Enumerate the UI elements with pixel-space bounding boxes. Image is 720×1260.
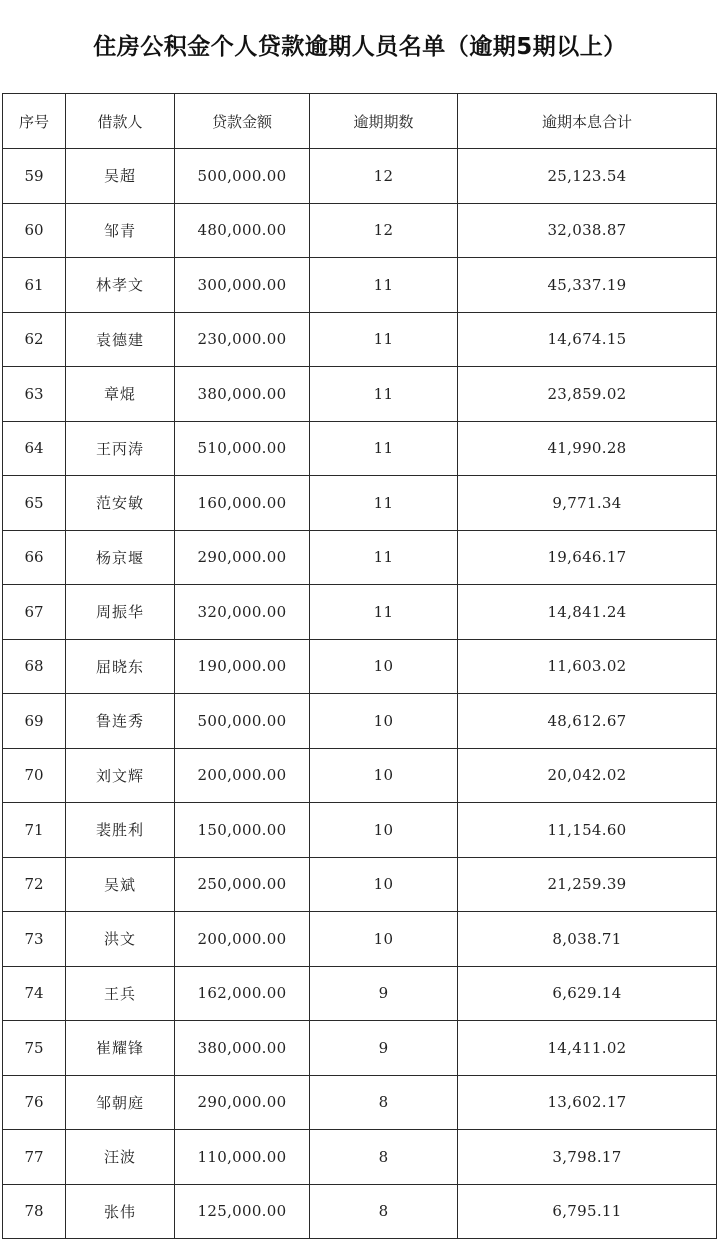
cell-overdue-total: 23,859.02 bbox=[458, 367, 717, 422]
cell-overdue-total: 25,123.54 bbox=[458, 149, 717, 204]
table-row bbox=[3, 1075, 717, 1130]
table-row bbox=[3, 1021, 717, 1076]
table-row bbox=[3, 694, 717, 749]
cell-borrower: 刘文辉 bbox=[66, 748, 175, 803]
cell-loan-amount: 200,000.00 bbox=[175, 912, 310, 967]
cell-seq: 74 bbox=[3, 966, 66, 1021]
table-row bbox=[3, 1184, 717, 1239]
cell-overdue-periods: 10 bbox=[310, 803, 458, 858]
table-row bbox=[3, 912, 717, 967]
cell-borrower: 汪波 bbox=[66, 1130, 175, 1185]
cell-loan-amount: 230,000.00 bbox=[175, 312, 310, 367]
table-row bbox=[3, 367, 717, 422]
cell-borrower: 袁德建 bbox=[66, 312, 175, 367]
cell-overdue-periods: 11 bbox=[310, 312, 458, 367]
cell-loan-amount: 300,000.00 bbox=[175, 258, 310, 313]
cell-overdue-total: 3,798.17 bbox=[458, 1130, 717, 1185]
cell-overdue-total: 14,411.02 bbox=[458, 1021, 717, 1076]
cell-overdue-total: 19,646.17 bbox=[458, 530, 717, 585]
cell-overdue-total: 6,795.11 bbox=[458, 1184, 717, 1239]
cell-borrower: 吴斌 bbox=[66, 857, 175, 912]
cell-overdue-periods: 10 bbox=[310, 748, 458, 803]
cell-overdue-periods: 11 bbox=[310, 585, 458, 640]
cell-seq: 69 bbox=[3, 694, 66, 749]
cell-overdue-periods: 9 bbox=[310, 1021, 458, 1076]
table-row bbox=[3, 1130, 717, 1185]
cell-loan-amount: 290,000.00 bbox=[175, 530, 310, 585]
table-row bbox=[3, 639, 717, 694]
cell-loan-amount: 190,000.00 bbox=[175, 639, 310, 694]
cell-borrower: 鲁连秀 bbox=[66, 694, 175, 749]
cell-overdue-periods: 11 bbox=[310, 367, 458, 422]
column-header-borrower: 借款人 bbox=[66, 94, 175, 149]
cell-borrower: 裴胜利 bbox=[66, 803, 175, 858]
cell-overdue-total: 9,771.34 bbox=[458, 476, 717, 531]
cell-loan-amount: 510,000.00 bbox=[175, 421, 310, 476]
cell-seq: 60 bbox=[3, 203, 66, 258]
column-header-overdue-total: 逾期本息合计 bbox=[458, 94, 717, 149]
cell-overdue-periods: 8 bbox=[310, 1130, 458, 1185]
table-row bbox=[3, 203, 717, 258]
cell-loan-amount: 500,000.00 bbox=[175, 694, 310, 749]
cell-loan-amount: 160,000.00 bbox=[175, 476, 310, 531]
cell-overdue-periods: 11 bbox=[310, 530, 458, 585]
cell-seq: 71 bbox=[3, 803, 66, 858]
cell-loan-amount: 380,000.00 bbox=[175, 367, 310, 422]
table-row bbox=[3, 476, 717, 531]
cell-loan-amount: 162,000.00 bbox=[175, 966, 310, 1021]
table-row bbox=[3, 149, 717, 204]
cell-borrower: 林孝文 bbox=[66, 258, 175, 313]
cell-seq: 63 bbox=[3, 367, 66, 422]
table-row bbox=[3, 258, 717, 313]
column-header-overdue-periods: 逾期期数 bbox=[310, 94, 458, 149]
table-row bbox=[3, 530, 717, 585]
cell-overdue-periods: 12 bbox=[310, 203, 458, 258]
table-row bbox=[3, 585, 717, 640]
cell-loan-amount: 125,000.00 bbox=[175, 1184, 310, 1239]
cell-overdue-periods: 10 bbox=[310, 912, 458, 967]
cell-overdue-total: 8,038.71 bbox=[458, 912, 717, 967]
cell-overdue-periods: 10 bbox=[310, 694, 458, 749]
cell-overdue-total: 20,042.02 bbox=[458, 748, 717, 803]
cell-overdue-total: 6,629.14 bbox=[458, 966, 717, 1021]
column-header-seq: 序号 bbox=[3, 94, 66, 149]
cell-borrower: 王丙涛 bbox=[66, 421, 175, 476]
page-title: 住房公积金个人贷款逾期人员名单（逾期5期以上） bbox=[93, 34, 627, 60]
cell-seq: 68 bbox=[3, 639, 66, 694]
cell-borrower: 洪文 bbox=[66, 912, 175, 967]
table-header-row bbox=[3, 94, 717, 149]
cell-borrower: 邹青 bbox=[66, 203, 175, 258]
cell-loan-amount: 250,000.00 bbox=[175, 857, 310, 912]
table-row bbox=[3, 312, 717, 367]
cell-overdue-periods: 11 bbox=[310, 476, 458, 531]
table-row bbox=[3, 803, 717, 858]
table-row bbox=[3, 421, 717, 476]
cell-seq: 78 bbox=[3, 1184, 66, 1239]
cell-overdue-periods: 11 bbox=[310, 258, 458, 313]
cell-overdue-total: 14,841.24 bbox=[458, 585, 717, 640]
cell-overdue-total: 32,038.87 bbox=[458, 203, 717, 258]
cell-seq: 64 bbox=[3, 421, 66, 476]
cell-seq: 76 bbox=[3, 1075, 66, 1130]
cell-loan-amount: 110,000.00 bbox=[175, 1130, 310, 1185]
cell-borrower: 杨京堰 bbox=[66, 530, 175, 585]
cell-overdue-periods: 10 bbox=[310, 639, 458, 694]
cell-borrower: 吴超 bbox=[66, 149, 175, 204]
cell-borrower: 屈晓东 bbox=[66, 639, 175, 694]
table-body bbox=[3, 149, 717, 1239]
cell-seq: 75 bbox=[3, 1021, 66, 1076]
cell-overdue-periods: 8 bbox=[310, 1075, 458, 1130]
cell-seq: 62 bbox=[3, 312, 66, 367]
cell-overdue-total: 45,337.19 bbox=[458, 258, 717, 313]
cell-overdue-periods: 12 bbox=[310, 149, 458, 204]
overdue-table bbox=[2, 93, 717, 1239]
cell-overdue-total: 11,154.60 bbox=[458, 803, 717, 858]
cell-overdue-periods: 9 bbox=[310, 966, 458, 1021]
cell-loan-amount: 320,000.00 bbox=[175, 585, 310, 640]
cell-seq: 73 bbox=[3, 912, 66, 967]
cell-loan-amount: 500,000.00 bbox=[175, 149, 310, 204]
table-row bbox=[3, 966, 717, 1021]
cell-overdue-total: 11,603.02 bbox=[458, 639, 717, 694]
cell-loan-amount: 480,000.00 bbox=[175, 203, 310, 258]
cell-loan-amount: 290,000.00 bbox=[175, 1075, 310, 1130]
cell-overdue-total: 48,612.67 bbox=[458, 694, 717, 749]
cell-overdue-total: 13,602.17 bbox=[458, 1075, 717, 1130]
cell-overdue-total: 41,990.28 bbox=[458, 421, 717, 476]
cell-seq: 66 bbox=[3, 530, 66, 585]
column-header-loan-amount: 贷款金额 bbox=[175, 94, 310, 149]
cell-borrower: 周振华 bbox=[66, 585, 175, 640]
cell-overdue-periods: 10 bbox=[310, 857, 458, 912]
cell-seq: 59 bbox=[3, 149, 66, 204]
cell-seq: 61 bbox=[3, 258, 66, 313]
cell-loan-amount: 380,000.00 bbox=[175, 1021, 310, 1076]
cell-overdue-total: 14,674.15 bbox=[458, 312, 717, 367]
cell-overdue-periods: 8 bbox=[310, 1184, 458, 1239]
cell-borrower: 崔耀锋 bbox=[66, 1021, 175, 1076]
cell-borrower: 范安敏 bbox=[66, 476, 175, 531]
cell-seq: 77 bbox=[3, 1130, 66, 1185]
table-row bbox=[3, 857, 717, 912]
cell-seq: 67 bbox=[3, 585, 66, 640]
cell-borrower: 邹朝庭 bbox=[66, 1075, 175, 1130]
cell-loan-amount: 150,000.00 bbox=[175, 803, 310, 858]
cell-borrower: 章焜 bbox=[66, 367, 175, 422]
cell-borrower: 张伟 bbox=[66, 1184, 175, 1239]
cell-loan-amount: 200,000.00 bbox=[175, 748, 310, 803]
table-row bbox=[3, 748, 717, 803]
cell-overdue-periods: 11 bbox=[310, 421, 458, 476]
cell-borrower: 王兵 bbox=[66, 966, 175, 1021]
cell-seq: 65 bbox=[3, 476, 66, 531]
cell-overdue-total: 21,259.39 bbox=[458, 857, 717, 912]
cell-seq: 72 bbox=[3, 857, 66, 912]
cell-seq: 70 bbox=[3, 748, 66, 803]
